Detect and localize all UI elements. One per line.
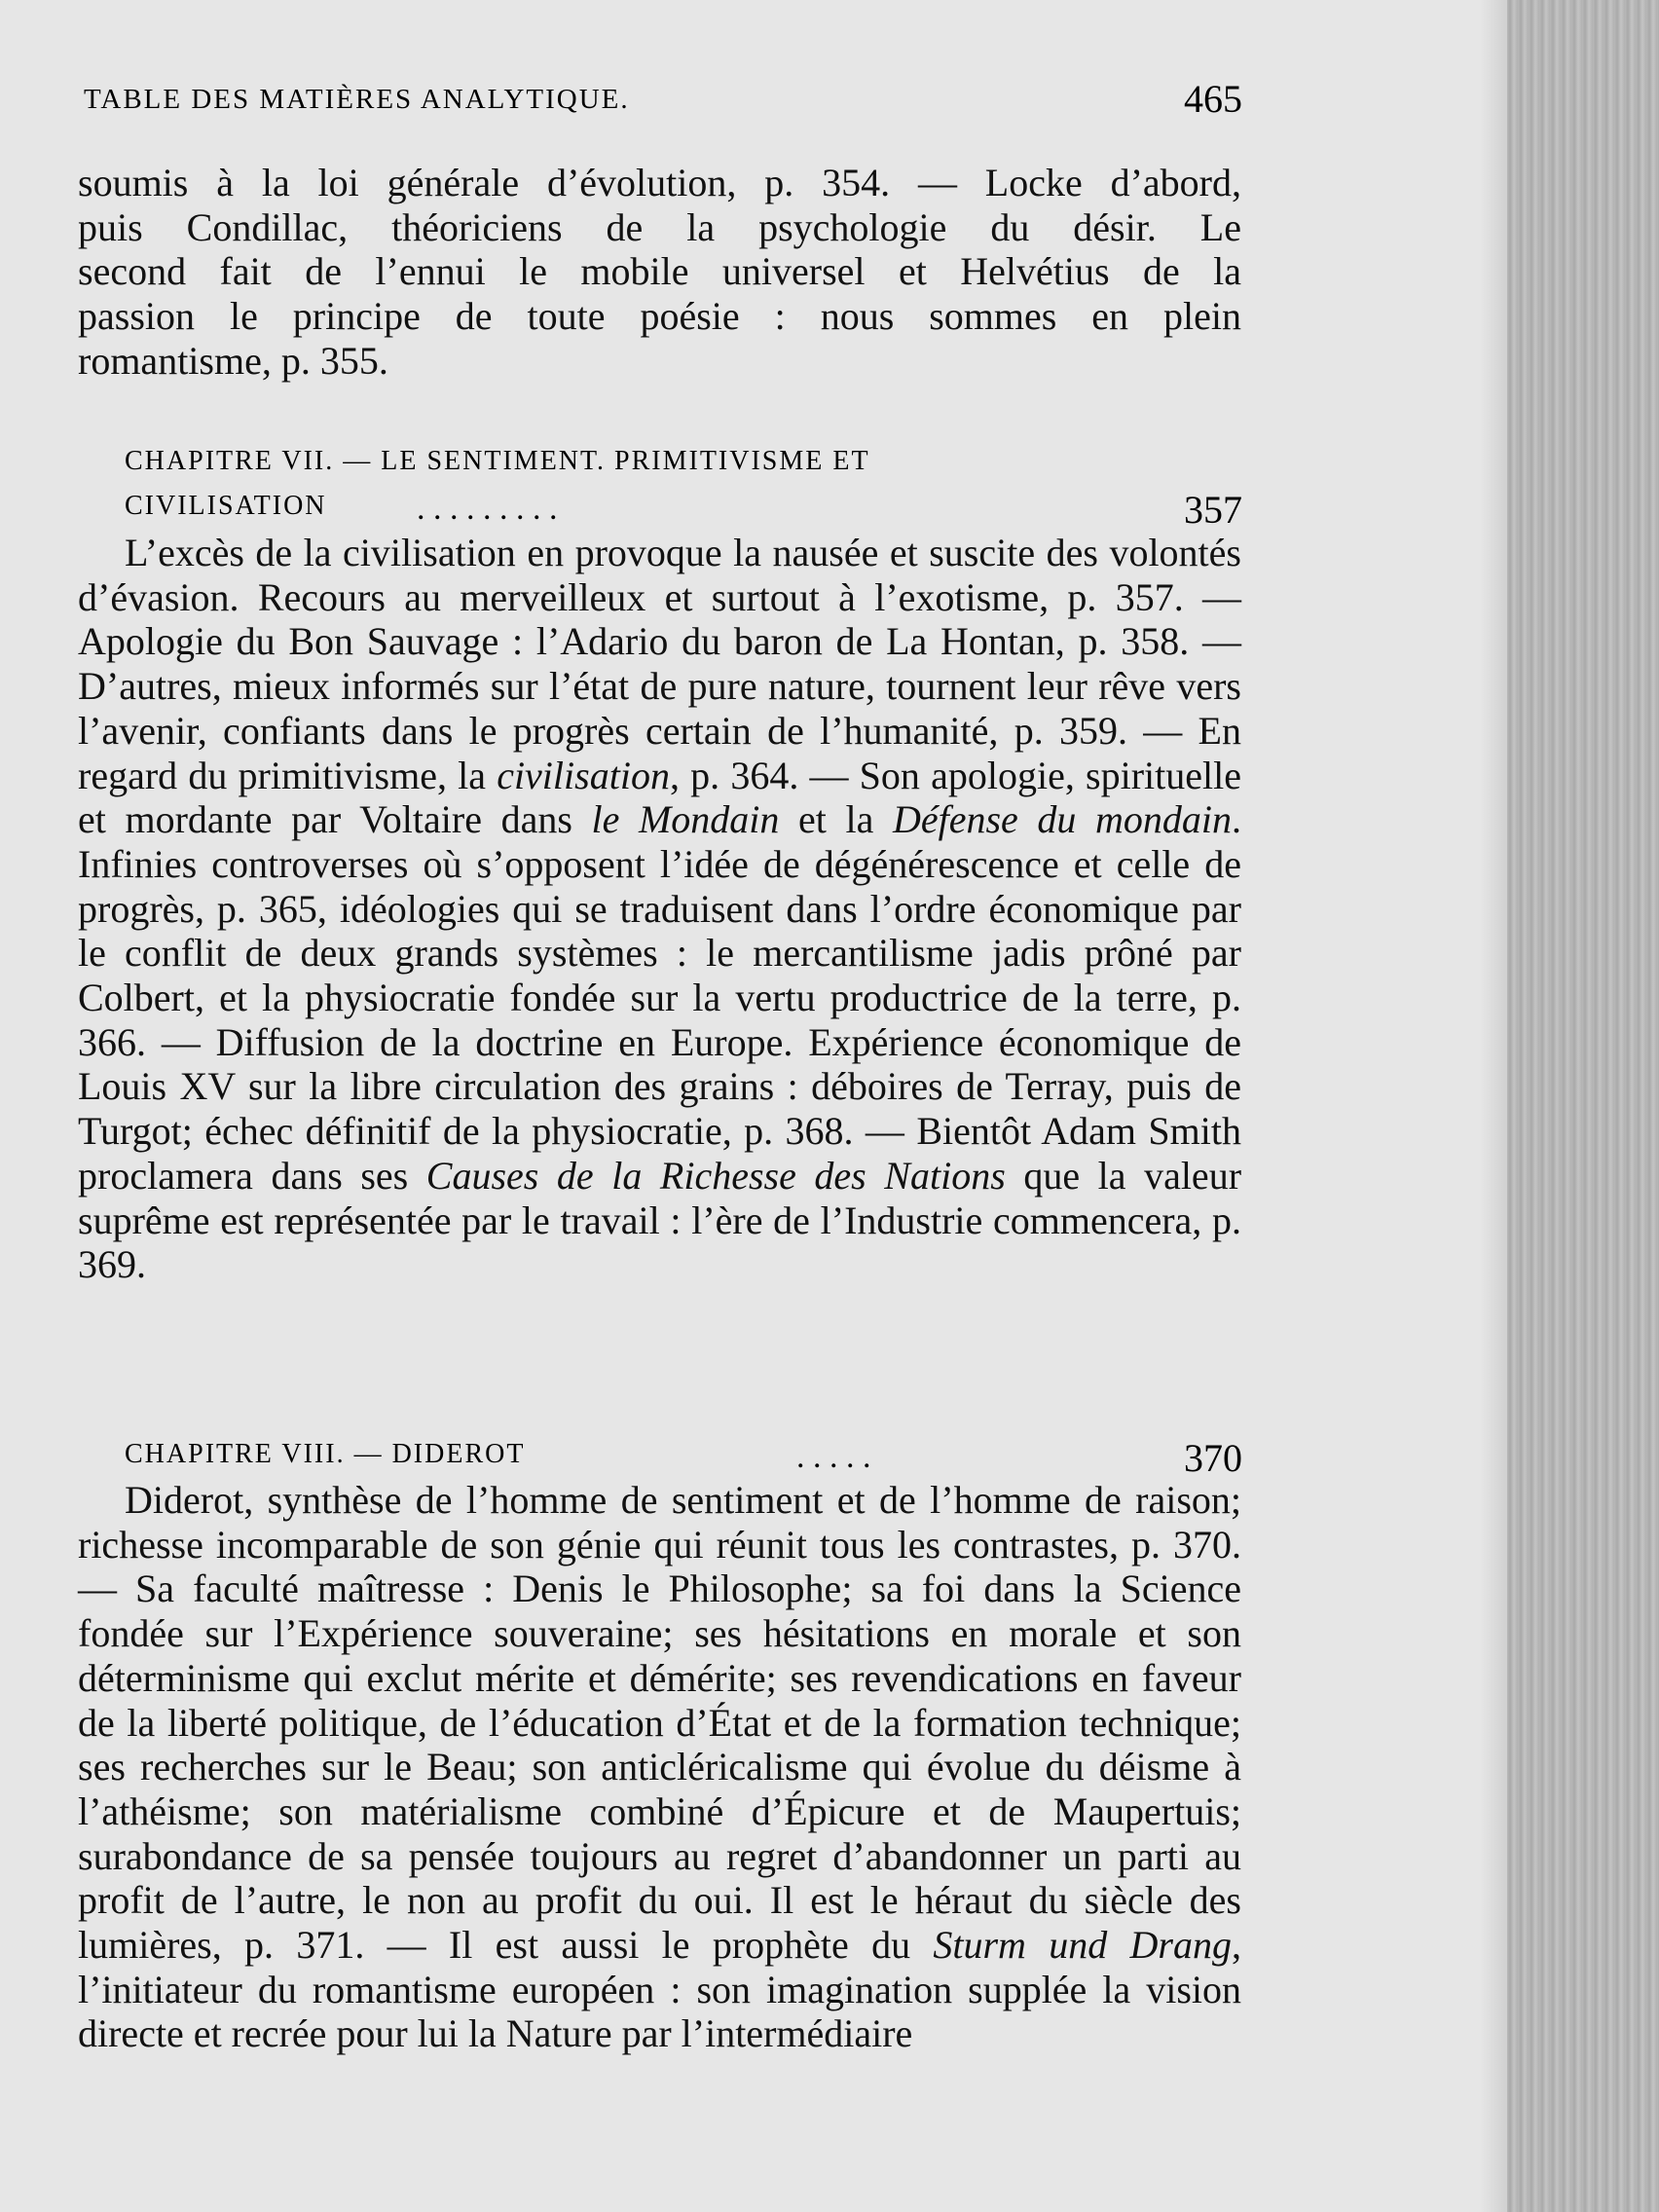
chapter-8-title: CHAPITRE VIII. — DIDEROT bbox=[125, 1439, 526, 1469]
text-run: L’excès de la civilisation en provoque la nausée et suscite des volontés d’évasion. Recours au merveilleux et surtout à l’exotisme, p. 357. — Apologie du Bon Sauvage : l’Adario du baron de La Hontan, p. 358. — D’autres, mieux informés sur l’état de pure nature, tournent leur rêve vers l’avenir, confiants dans le progrès certain de l’humanité, p. 359. — En regard du primitivisme, la bbox=[78, 531, 1241, 797]
chapter-7-title-line1: CHAPITRE VII. — LE SENTIMENT. PRIMITIVISME ET bbox=[125, 446, 870, 476]
chapter-8-summary bbox=[78, 1478, 1241, 2056]
chapter-8-paragraph bbox=[78, 1478, 1241, 2056]
text-run: que la valeur suprême est représentée par le travail : l’ère de l’Industrie commencera, p. 369. bbox=[78, 1153, 1242, 1287]
text-line: soumis à la loi générale d’évolution, p. 354. — Locke d’abord, bbox=[78, 161, 1241, 204]
intro-paragraph bbox=[78, 161, 1241, 384]
text-line: second fait de l’ennui le mobile universel et Helvétius de la bbox=[78, 249, 1241, 294]
running-title: TABLE DES MATIÈRES ANALYTIQUE. bbox=[84, 84, 630, 115]
chapter-7-heading bbox=[125, 446, 1242, 535]
chapter-8-page: 370 bbox=[1184, 1436, 1242, 1480]
page-header bbox=[84, 76, 1242, 125]
text-line: romantisme, p. 355. bbox=[78, 338, 388, 383]
chapter-7-summary bbox=[78, 531, 1241, 1287]
italic-run: civilisation bbox=[497, 753, 670, 797]
dot-leader: . . . . . bbox=[796, 1439, 871, 1475]
text-line: passion le principe de toute poésie : nous sommes en plein bbox=[78, 294, 1241, 339]
chapter-7-title-line2 bbox=[125, 488, 1242, 535]
text-run: et la bbox=[779, 797, 893, 842]
chapter-7-title: CIVILISATION bbox=[125, 491, 327, 521]
italic-run: Sturm und Drang bbox=[933, 1923, 1232, 1968]
dot-leader: . . . . . . . . . bbox=[417, 491, 558, 527]
italic-run: Causes de la Richesse des Nations bbox=[425, 1153, 1006, 1198]
text-run: , p. 364. — Son apologie, spirituelle et mordante par Voltaire dans bbox=[78, 753, 1241, 842]
page-edge-shadow bbox=[1480, 0, 1509, 2212]
chapter-7-paragraph bbox=[78, 531, 1241, 1287]
chapter-7-page: 357 bbox=[1184, 488, 1242, 532]
italic-run: le Mondain bbox=[591, 797, 780, 842]
text-run: , l’initiateur du romantisme européen : son imagination supplée la vision directe et recrée pour lui la Nature par l’intermédiaire bbox=[78, 1923, 1241, 2056]
page-number: 465 bbox=[1184, 77, 1242, 121]
text-line: puis Condillac, théoriciens de la psychologie du désir. Le bbox=[78, 204, 1241, 249]
text-run: Diderot, synthèse de l’homme de sentiment et de l’homme de raison; richesse incomparable de son génie qui réunit tous les contrastes, p. 370. — Sa faculté maîtresse : Denis le Philosophe; sa foi dans la Science fondée sur l’Expérience souveraine; ses hésitations en morale et son déterminisme qui exclut mérite et démérite; ses revendications en faveur de la liberté politique, de l’éducation d’État et de la formation technique; ses recherches sur le Beau; son anticléricalisme qui évolue du déisme à l’athéisme; son matérialisme combiné d’Épicure et de Maupertuis; surabondance de sa pensée toujours au regret d’abandonner un parti au profit de l’autre, le non au profit du oui. Il est le héraut du siècle des lumières, p. 371. — Il est aussi le prophète du bbox=[78, 1478, 1241, 1968]
text-run: . Infinies controverses où s’opposent l’idée de dégénérescence et celle de progrès, p. 365, idéologies qui se traduisent dans l’ordre économique par le conflit de deux grands systèmes : le mercantilisme jadis prôné par Colbert, et la physiocratie fondée sur la vertu productrice de la terre, p. 366. — Diffusion de la doctrine en Europe. Expérience économique de Louis XV sur la libre circulation des grains : déboires de Terray, puis de Turgot; échec définitif de la physiocratie, p. 368. — Bientôt Adam Smith proclamera dans ses bbox=[78, 797, 1242, 1198]
backing-board bbox=[1507, 0, 1659, 2212]
italic-run: Défense du mondain bbox=[892, 797, 1233, 842]
